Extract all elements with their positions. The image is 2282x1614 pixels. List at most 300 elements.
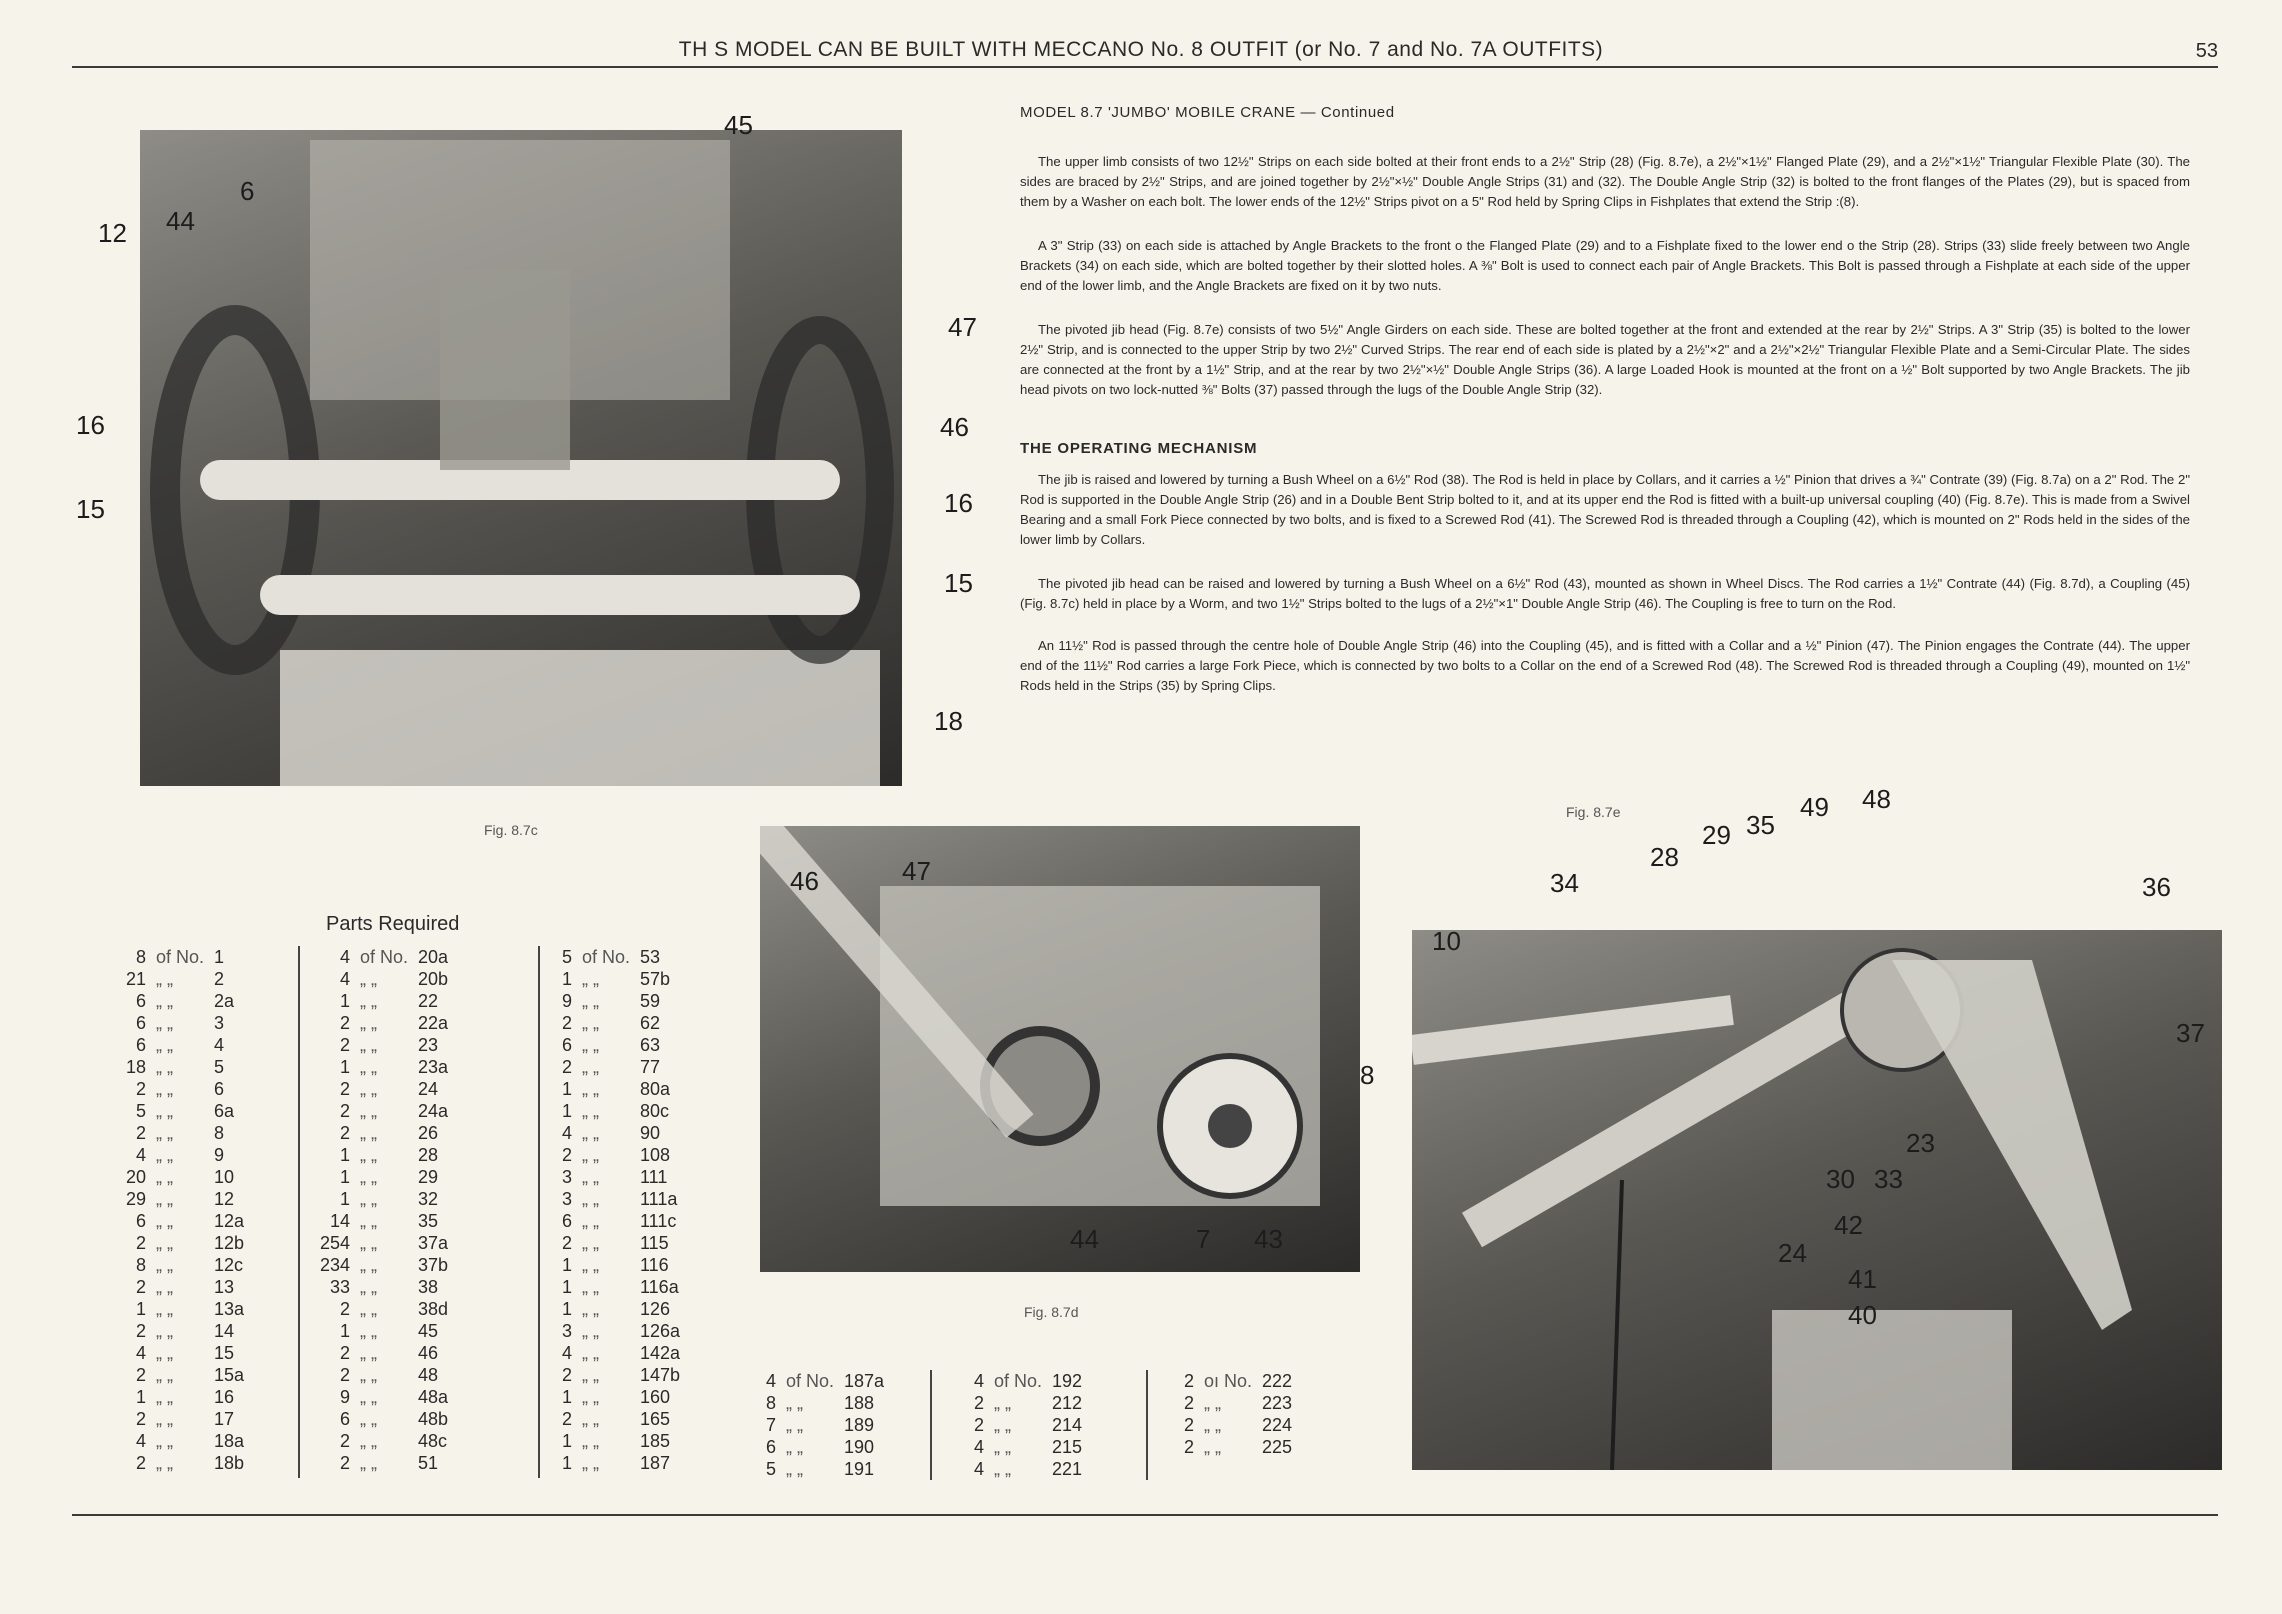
part-quantity: 1	[561, 1453, 572, 1473]
parts-row	[538, 1166, 700, 1188]
part-ditto: of No.	[994, 1371, 1043, 1391]
part-number: 12	[214, 1189, 235, 1209]
part-ditto: „ „	[582, 1233, 599, 1253]
parts-row	[112, 1078, 274, 1100]
part-ditto: of No.	[582, 947, 631, 967]
callout-87e-41: 41	[1848, 1264, 1877, 1294]
part-number: 16	[214, 1387, 235, 1407]
parts-row	[112, 1210, 274, 1232]
part-ditto: „ „	[360, 1013, 377, 1033]
part-ditto: „ „	[582, 1255, 599, 1275]
callout-87d-43: 43	[1254, 1224, 1283, 1254]
part-number: 12a	[214, 1211, 245, 1231]
part-ditto: „ „	[360, 1453, 377, 1473]
callout-87e-48: 48	[1862, 784, 1891, 814]
callout-87e-23: 23	[1906, 1128, 1935, 1158]
parts-row	[112, 1408, 274, 1430]
parts-row	[742, 1414, 904, 1436]
part-quantity: 6	[561, 1035, 572, 1055]
part-quantity: 1	[561, 969, 572, 989]
part-quantity: 2	[135, 1233, 146, 1253]
part-number: 23a	[418, 1057, 449, 1077]
part-number: 80c	[640, 1101, 670, 1121]
part-number: 53	[640, 947, 661, 967]
figure-87e-drawing	[1412, 930, 2222, 1470]
part-number: 221	[1052, 1459, 1083, 1479]
part-ditto: „ „	[360, 1343, 377, 1363]
part-ditto: „ „	[994, 1415, 1011, 1435]
part-quantity: 9	[561, 991, 572, 1011]
part-ditto: „ „	[582, 1409, 599, 1429]
parts-row	[316, 990, 478, 1012]
parts-row	[112, 1276, 274, 1298]
part-ditto: „ „	[156, 1299, 173, 1319]
part-number: 214	[1052, 1415, 1083, 1435]
part-quantity: 3	[561, 1321, 572, 1341]
part-number: 32	[418, 1189, 439, 1209]
part-quantity: 2	[135, 1409, 146, 1429]
parts-row	[950, 1414, 1112, 1436]
parts-row	[950, 1370, 1112, 1392]
callout-87c-45: 45	[724, 110, 753, 140]
part-quantity: 2	[135, 1123, 146, 1143]
paragraph-upper-limb: The upper limb consists of two 12½" Strips on each side bolted at their front ends to a 2½" Strip (28) (Fig. 8.7e), a 2½"×1½" Flanged Plate (29), and a 2½"×1½" Triangular Flexible Plate (30). The sides are braced by 2½" Strips, and are joined together by 2½"×½" Double Angle Strips (31) and (32). The Double Angle Strip (32) is bolted to the front flanges of the Plates (29), but is spaced from them by a Washer on each bolt. The lower ends of the 12½" Strips pivot on a 5" Rod held by Spring Clips in Fishplates that extend the Strip :(8).	[1020, 154, 2190, 209]
parts-row	[538, 1276, 700, 1298]
part-ditto: „ „	[582, 1057, 599, 1077]
parts-row	[538, 1364, 700, 1386]
part-quantity: 2	[1183, 1415, 1194, 1435]
part-quantity: 4	[561, 1123, 572, 1143]
part-number: 116a	[640, 1277, 679, 1297]
parts-row	[538, 1232, 700, 1254]
part-ditto: „ „	[156, 1431, 173, 1451]
footer-rule	[72, 1514, 2218, 1516]
part-quantity: 18	[125, 1057, 146, 1077]
part-quantity: 6	[561, 1211, 572, 1231]
callout-87e-49: 49	[1800, 792, 1829, 822]
part-number: 24	[418, 1079, 439, 1099]
part-ditto: „ „	[582, 1145, 599, 1165]
part-quantity: 2	[339, 1079, 350, 1099]
part-number: 15a	[214, 1365, 245, 1385]
part-ditto: „ „	[360, 1035, 377, 1055]
parts-row	[538, 1122, 700, 1144]
part-ditto: „ „	[994, 1393, 1011, 1413]
part-quantity: 33	[329, 1277, 350, 1297]
part-quantity: 1	[135, 1299, 146, 1319]
part-number: 115	[640, 1233, 669, 1253]
part-quantity: 2	[339, 1035, 350, 1055]
parts-row	[112, 1188, 274, 1210]
part-number: 18a	[214, 1431, 245, 1451]
callout-87c-16-left: 16	[76, 410, 105, 440]
callout-87c-12: 12	[98, 218, 127, 248]
callout-87e-33: 33	[1874, 1164, 1903, 1194]
parts-row	[950, 1458, 1112, 1480]
parts-row	[316, 1232, 478, 1254]
part-number: 3	[214, 1013, 225, 1033]
part-quantity: 4	[135, 1343, 146, 1363]
parts-row	[112, 1342, 274, 1364]
part-quantity: 1	[561, 1431, 572, 1451]
parts-row	[316, 1166, 478, 1188]
parts-row	[112, 1012, 274, 1034]
parts-row	[316, 968, 478, 990]
part-ditto: „ „	[582, 1189, 599, 1209]
part-quantity: 2	[135, 1453, 146, 1473]
part-quantity: 2	[135, 1321, 146, 1341]
part-quantity: 2	[561, 1233, 572, 1253]
part-quantity: 3	[561, 1167, 572, 1187]
paragraph-jib-raised: The jib is raised and lowered by turning a Bush Wheel on a 6½" Rod (38). The Rod is held in place by Collars, and it carries a ½" Pinion that drives a ¾" Contrate (39) (Fig. 8.7a) on a 2" Rod. The 2" Rod is supported in the Double Angle Strip (26) and in a Double Bent Strip bolted to it, and at its upper end the Rod is fitted with a built-up universal coupling (40) (Fig. 8.7e). This is made from a Swivel Bearing and a small Fork Piece connected by two bolts, and is fixed to a Screwed Rod (41). The Screwed Rod is threaded through a Coupling (42), which is mounted on 2" Rods held in the sides of the lower limb by Collars.	[1020, 472, 2190, 547]
part-ditto: „ „	[156, 1013, 173, 1033]
part-quantity: 6	[135, 1035, 146, 1055]
callout-87e-35: 35	[1746, 810, 1775, 840]
figure-87d-caption: Fig. 8.7d	[1024, 1304, 1079, 1320]
part-ditto: „ „	[156, 1277, 173, 1297]
parts-row	[112, 1056, 274, 1078]
parts-divider-1	[298, 946, 300, 1478]
part-ditto: „ „	[360, 1431, 377, 1451]
part-ditto: „ „	[1204, 1437, 1221, 1457]
part-number: 6	[214, 1079, 225, 1099]
parts-row	[538, 1034, 700, 1056]
parts-row	[538, 1430, 700, 1452]
part-number: 62	[640, 1013, 661, 1033]
part-number: 22a	[418, 1013, 449, 1033]
part-quantity: 2	[339, 1431, 350, 1451]
part-number: 20a	[418, 947, 449, 967]
parts-row	[538, 990, 700, 1012]
part-ditto: „ „	[786, 1459, 803, 1479]
part-number: 187	[640, 1453, 671, 1473]
part-ditto: „ „	[994, 1437, 1011, 1457]
part-ditto: „ „	[156, 1035, 173, 1055]
part-ditto: „ „	[156, 1233, 173, 1253]
part-ditto: „ „	[156, 1211, 173, 1231]
part-ditto: „ „	[360, 1409, 377, 1429]
parts-column-5	[950, 1370, 1112, 1480]
part-quantity: 4	[765, 1371, 776, 1391]
parts-row	[112, 1364, 274, 1386]
part-ditto: „ „	[360, 1123, 377, 1143]
part-quantity: 7	[765, 1415, 776, 1435]
part-quantity: 1	[339, 1321, 350, 1341]
parts-row	[1160, 1370, 1322, 1392]
part-quantity: 2	[339, 1365, 350, 1385]
part-ditto: „ „	[156, 1343, 173, 1363]
callout-87e-24: 24	[1778, 1238, 1807, 1268]
header-rule	[72, 66, 2218, 68]
part-number: 225	[1262, 1437, 1293, 1457]
part-quantity: 2	[561, 1057, 572, 1077]
parts-row	[316, 1254, 478, 1276]
part-ditto: „ „	[156, 1057, 173, 1077]
part-quantity: 14	[329, 1211, 350, 1231]
part-number: 35	[418, 1211, 439, 1231]
part-ditto: „ „	[156, 1255, 173, 1275]
part-quantity: 8	[765, 1393, 776, 1413]
parts-row	[742, 1370, 904, 1392]
parts-row	[316, 1034, 478, 1056]
part-number: 147b	[640, 1365, 681, 1385]
part-quantity: 9	[339, 1387, 350, 1407]
parts-row	[316, 1298, 478, 1320]
callout-87c-47: 47	[948, 312, 977, 342]
part-ditto: „ „	[582, 1101, 599, 1121]
page-header-title: TH S MODEL CAN BE BUILT WITH MECCANO No. 8 OUTFIT (or No. 7 and No. 7A OUTFITS)	[678, 38, 1604, 61]
part-quantity: 4	[339, 947, 350, 967]
part-ditto: oı No.	[1204, 1371, 1253, 1391]
parts-row	[316, 1144, 478, 1166]
part-number: 13	[214, 1277, 235, 1297]
parts-row	[742, 1436, 904, 1458]
part-number: 191	[844, 1459, 875, 1479]
part-ditto: „ „	[994, 1459, 1011, 1479]
part-ditto: „ „	[360, 1299, 377, 1319]
parts-row	[112, 1144, 274, 1166]
part-number: 37a	[418, 1233, 449, 1253]
parts-row	[316, 1210, 478, 1232]
part-ditto: „ „	[156, 1167, 173, 1187]
figure-87c-caption: Fig. 8.7c	[484, 822, 538, 838]
parts-row	[112, 1034, 274, 1056]
part-number: 116	[640, 1255, 669, 1275]
part-ditto: „ „	[582, 1035, 599, 1055]
part-number: 111a	[640, 1189, 678, 1209]
part-quantity: 2	[1183, 1393, 1194, 1413]
part-quantity: 1	[339, 991, 350, 1011]
part-number: 215	[1052, 1437, 1083, 1457]
parts-row	[538, 1056, 700, 1078]
part-number: 38	[418, 1277, 439, 1297]
part-number: 38d	[418, 1299, 449, 1319]
part-number: 12c	[214, 1255, 244, 1275]
callout-87e-37: 37	[2176, 1018, 2205, 1048]
part-number: 188	[844, 1393, 875, 1413]
part-ditto: „ „	[360, 1321, 377, 1341]
part-ditto: „ „	[156, 991, 173, 1011]
part-number: 142a	[640, 1343, 681, 1363]
part-number: 48b	[418, 1409, 449, 1429]
part-ditto: „ „	[360, 1211, 377, 1231]
part-number: 63	[640, 1035, 661, 1055]
parts-row	[538, 1342, 700, 1364]
part-number: 90	[640, 1123, 661, 1143]
part-quantity: 6	[135, 1211, 146, 1231]
part-ditto: „ „	[360, 1057, 377, 1077]
part-ditto: „ „	[1204, 1393, 1221, 1413]
part-quantity: 1	[561, 1255, 572, 1275]
part-number: 17	[214, 1409, 235, 1429]
callout-87d-47: 47	[902, 856, 931, 886]
part-ditto: „ „	[582, 1321, 599, 1341]
part-quantity: 1	[561, 1277, 572, 1297]
part-quantity: 2	[561, 1409, 572, 1429]
parts-row	[538, 1386, 700, 1408]
figure-87c-drawing	[140, 130, 902, 786]
part-ditto: „ „	[582, 1387, 599, 1407]
section-heading-operating-mechanism: THE OPERATING MECHANISM	[1020, 440, 1258, 457]
part-number: 108	[640, 1145, 671, 1165]
part-quantity: 2	[135, 1277, 146, 1297]
part-ditto: „ „	[156, 1453, 173, 1473]
part-number: 10	[214, 1167, 235, 1187]
parts-row	[112, 1166, 274, 1188]
figure-87e-photo	[1412, 930, 2222, 1470]
part-number: 160	[640, 1387, 671, 1407]
callout-87d-44: 44	[1070, 1224, 1099, 1254]
part-number: 15	[214, 1343, 235, 1363]
part-number: 190	[844, 1437, 875, 1457]
part-number: 80a	[640, 1079, 671, 1099]
part-ditto: „ „	[786, 1393, 803, 1413]
callout-87e-30: 30	[1826, 1164, 1855, 1194]
part-quantity: 1	[561, 1299, 572, 1319]
part-quantity: 1	[339, 1057, 350, 1077]
part-ditto: „ „	[156, 1409, 173, 1429]
parts-row	[316, 1056, 478, 1078]
callout-87e-28: 28	[1650, 842, 1679, 872]
paragraph-jib-head-raised: The pivoted jib head can be raised and lowered by turning a Bush Wheel on a 6½" Rod (43), mounted as shown in Wheel Discs. The Rod carries a 1½" Contrate (44) (Fig. 8.7d), a Coupling (45) (Fig. 8.7c) held in place by a Worm, and two 1½" Strips bolted to the lugs of a 2½"×1" Double Angle Strip (46). The Coupling is free to turn on the Rod.	[1020, 576, 2190, 611]
part-quantity: 1	[339, 1145, 350, 1165]
callout-87d-8: 8	[1360, 1060, 1375, 1090]
figure-87d-drawing	[760, 826, 1360, 1272]
part-quantity: 2	[339, 1013, 350, 1033]
parts-row	[112, 946, 274, 968]
part-quantity: 6	[135, 991, 146, 1011]
part-quantity: 2	[135, 1079, 146, 1099]
part-quantity: 4	[135, 1145, 146, 1165]
parts-column-2	[316, 946, 478, 1474]
part-number: 126	[640, 1299, 671, 1319]
part-ditto: „ „	[360, 1189, 377, 1209]
part-ditto: „ „	[360, 1079, 377, 1099]
part-quantity: 4	[973, 1437, 984, 1457]
callout-87c-18: 18	[934, 706, 963, 736]
part-number: 224	[1262, 1415, 1293, 1435]
part-quantity: 2	[1183, 1437, 1194, 1457]
parts-row	[316, 946, 478, 968]
parts-row	[316, 1276, 478, 1298]
parts-row	[538, 1320, 700, 1342]
part-number: 18b	[214, 1453, 245, 1473]
part-quantity: 4	[339, 969, 350, 989]
parts-row	[112, 1232, 274, 1254]
parts-row	[316, 1188, 478, 1210]
part-ditto: „ „	[360, 1365, 377, 1385]
parts-row	[538, 946, 700, 968]
part-number: 165	[640, 1409, 671, 1429]
page-number: 53	[2195, 40, 2218, 62]
parts-row	[112, 1298, 274, 1320]
parts-row	[742, 1392, 904, 1414]
part-number: 5	[214, 1057, 225, 1077]
part-ditto: „ „	[156, 969, 173, 989]
callout-87e-42: 42	[1834, 1210, 1863, 1240]
part-ditto: „ „	[582, 1079, 599, 1099]
part-number: 222	[1262, 1371, 1293, 1391]
parts-row	[742, 1458, 904, 1480]
part-quantity: 2	[339, 1299, 350, 1319]
part-quantity: 234	[319, 1255, 350, 1275]
parts-row	[112, 968, 274, 990]
part-ditto: of No.	[786, 1371, 835, 1391]
part-ditto: „ „	[360, 1167, 377, 1187]
parts-row	[316, 1364, 478, 1386]
parts-row	[538, 1254, 700, 1276]
figure-87c-photo	[140, 130, 902, 786]
part-quantity: 2	[973, 1415, 984, 1435]
parts-row	[316, 1012, 478, 1034]
part-number: 9	[214, 1145, 225, 1165]
parts-row	[538, 1188, 700, 1210]
part-quantity: 254	[319, 1233, 350, 1253]
part-number: 4	[214, 1035, 225, 1055]
parts-row	[950, 1436, 1112, 1458]
parts-row	[316, 1342, 478, 1364]
part-ditto: „ „	[156, 1145, 173, 1165]
part-ditto: „ „	[786, 1437, 803, 1457]
callout-87c-46: 46	[940, 412, 969, 442]
callout-87c-44: 44	[166, 206, 195, 236]
part-number: 8	[214, 1123, 225, 1143]
part-number: 6a	[214, 1101, 235, 1121]
callout-87c-15-left: 15	[76, 494, 105, 524]
part-ditto: of No.	[156, 947, 205, 967]
part-number: 48c	[418, 1431, 448, 1451]
parts-row	[538, 1144, 700, 1166]
part-quantity: 2	[561, 1365, 572, 1385]
part-ditto: „ „	[786, 1415, 803, 1435]
parts-row	[112, 1100, 274, 1122]
parts-row	[112, 1254, 274, 1276]
part-quantity: 8	[135, 947, 146, 967]
parts-row	[538, 1100, 700, 1122]
parts-row	[112, 990, 274, 1012]
model-heading: MODEL 8.7 'JUMBO' MOBILE CRANE — Continued	[1020, 104, 1395, 121]
parts-column-1	[112, 946, 274, 1474]
part-ditto: „ „	[360, 1387, 377, 1407]
part-quantity: 1	[561, 1079, 572, 1099]
part-quantity: 6	[339, 1409, 350, 1429]
part-number: 20b	[418, 969, 449, 989]
part-ditto: „ „	[582, 1013, 599, 1033]
callout-87e-40: 40	[1848, 1300, 1877, 1330]
part-ditto: „ „	[360, 1255, 377, 1275]
part-quantity: 1	[135, 1387, 146, 1407]
part-quantity: 2	[339, 1123, 350, 1143]
part-quantity: 21	[125, 969, 146, 989]
parts-row	[316, 1100, 478, 1122]
parts-row	[538, 1012, 700, 1034]
part-number: 57b	[640, 969, 671, 989]
parts-row	[1160, 1392, 1322, 1414]
part-quantity: 4	[135, 1431, 146, 1451]
callout-87c-15-right: 15	[944, 568, 973, 598]
part-quantity: 29	[125, 1189, 146, 1209]
part-ditto: „ „	[582, 1123, 599, 1143]
part-number: 48a	[418, 1387, 449, 1407]
part-number: 23	[418, 1035, 439, 1055]
part-ditto: „ „	[582, 1365, 599, 1385]
parts-column-3	[538, 946, 700, 1474]
part-number: 28	[418, 1145, 439, 1165]
part-ditto: „ „	[582, 991, 599, 1011]
part-ditto: „ „	[156, 1079, 173, 1099]
parts-row	[538, 1078, 700, 1100]
parts-row	[112, 1430, 274, 1452]
